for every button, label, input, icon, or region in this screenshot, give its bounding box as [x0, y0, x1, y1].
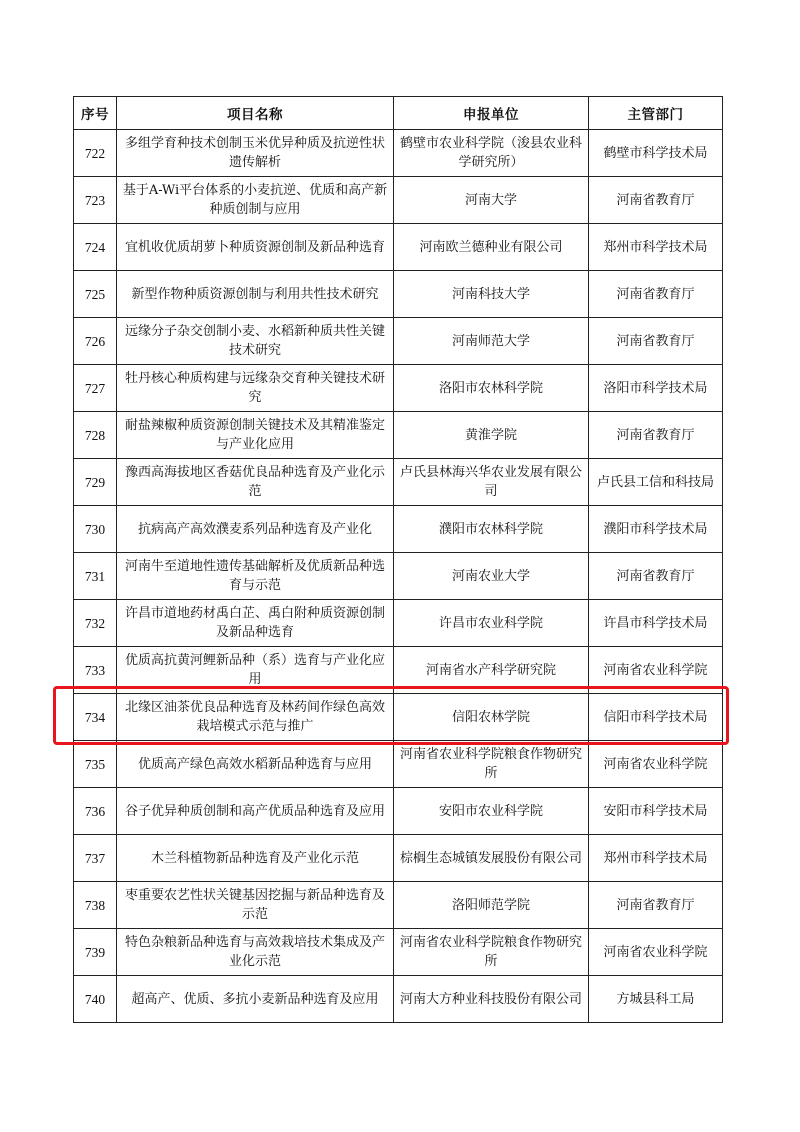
cell-applicant-unit: 河南科技大学 [394, 271, 589, 318]
cell-supervising-dept: 河南省教育厅 [589, 177, 723, 224]
cell-project-name: 新型作物种质资源创制与利用共性技术研究 [117, 271, 394, 318]
cell-serial-no: 723 [74, 177, 117, 224]
cell-serial-no: 726 [74, 318, 117, 365]
cell-supervising-dept: 河南省农业科学院 [589, 647, 723, 694]
cell-serial-no: 731 [74, 553, 117, 600]
cell-supervising-dept: 鹤壁市科学技术局 [589, 130, 723, 177]
cell-supervising-dept: 安阳市科学技术局 [589, 788, 723, 835]
cell-applicant-unit: 河南省水产科学研究院 [394, 647, 589, 694]
cell-supervising-dept: 方城县科工局 [589, 976, 723, 1023]
cell-applicant-unit: 河南省农业科学院粮食作物研究所 [394, 741, 589, 788]
table-row [74, 929, 723, 976]
table-row [74, 600, 723, 647]
cell-applicant-unit: 河南师范大学 [394, 318, 589, 365]
cell-project-name: 超高产、优质、多抗小麦新品种选育及应用 [117, 976, 394, 1023]
table-row [74, 271, 723, 318]
cell-supervising-dept: 卢氏县工信和科技局 [589, 459, 723, 506]
cell-project-name: 北缘区油茶优良品种选育及林药间作绿色高效栽培模式示范与推广 [117, 694, 394, 741]
cell-serial-no: 730 [74, 506, 117, 553]
cell-supervising-dept: 河南省农业科学院 [589, 741, 723, 788]
cell-supervising-dept: 洛阳市科学技术局 [589, 365, 723, 412]
cell-serial-no: 733 [74, 647, 117, 694]
cell-applicant-unit: 濮阳市农林科学院 [394, 506, 589, 553]
table-row [74, 365, 723, 412]
cell-serial-no: 732 [74, 600, 117, 647]
table-row [74, 412, 723, 459]
table-header-row [74, 97, 723, 130]
cell-serial-no: 736 [74, 788, 117, 835]
cell-applicant-unit: 河南省农业科学院粮食作物研究所 [394, 929, 589, 976]
cell-project-name: 木兰科植物新品种选育及产业化示范 [117, 835, 394, 882]
cell-serial-no: 740 [74, 976, 117, 1023]
cell-project-name: 宜机收优质胡萝卜种质资源创制及新品种选育 [117, 224, 394, 271]
cell-project-name: 谷子优异种质创制和高产优质品种选育及应用 [117, 788, 394, 835]
cell-applicant-unit: 鹤壁市农业科学院（浚县农业科学研究所） [394, 130, 589, 177]
cell-supervising-dept: 河南省农业科学院 [589, 929, 723, 976]
cell-project-name: 优质高产绿色高效水稻新品种选育与应用 [117, 741, 394, 788]
cell-project-name: 特色杂粮新品种选育与高效栽培技术集成及产业化示范 [117, 929, 394, 976]
cell-serial-no: 724 [74, 224, 117, 271]
table-row [74, 130, 723, 177]
table-row [74, 788, 723, 835]
cell-serial-no: 737 [74, 835, 117, 882]
cell-applicant-unit: 洛阳市农林科学院 [394, 365, 589, 412]
cell-supervising-dept: 河南省教育厅 [589, 412, 723, 459]
cell-applicant-unit: 洛阳师范学院 [394, 882, 589, 929]
cell-applicant-unit: 河南大学 [394, 177, 589, 224]
cell-serial-no: 739 [74, 929, 117, 976]
table-row [74, 835, 723, 882]
cell-supervising-dept: 河南省教育厅 [589, 882, 723, 929]
cell-project-name: 多组学育种技术创制玉米优异种质及抗逆性状遗传解析 [117, 130, 394, 177]
cell-project-name: 牡丹核心种质构建与远缘杂交育种关键技术研究 [117, 365, 394, 412]
cell-applicant-unit: 河南欧兰德种业有限公司 [394, 224, 589, 271]
cell-supervising-dept: 濮阳市科学技术局 [589, 506, 723, 553]
table-row [74, 882, 723, 929]
cell-applicant-unit: 卢氏县林海兴华农业发展有限公司 [394, 459, 589, 506]
table-row [74, 553, 723, 600]
cell-project-name: 许昌市道地药材禹白芷、禹白附种质资源创制及新品种选育 [117, 600, 394, 647]
cell-serial-no: 725 [74, 271, 117, 318]
header-serial-no: 序号 [74, 97, 117, 130]
cell-project-name: 远缘分子杂交创制小麦、水稻新种质共性关键技术研究 [117, 318, 394, 365]
table-row [74, 459, 723, 506]
table-row [74, 224, 723, 271]
cell-project-name: 抗病高产高效濮麦系列品种选育及产业化 [117, 506, 394, 553]
cell-project-name: 优质高抗黄河鲤新品种（系）选育与产业化应用 [117, 647, 394, 694]
header-project-name: 项目名称 [117, 97, 394, 130]
cell-serial-no: 728 [74, 412, 117, 459]
cell-serial-no: 727 [74, 365, 117, 412]
header-applicant-unit: 申报单位 [394, 97, 589, 130]
cell-applicant-unit: 河南大方种业科技股份有限公司 [394, 976, 589, 1023]
cell-project-name: 基于A-Wi平台体系的小麦抗逆、优质和高产新种质创制与应用 [117, 177, 394, 224]
table-row [74, 318, 723, 365]
cell-applicant-unit: 黄淮学院 [394, 412, 589, 459]
cell-applicant-unit: 信阳农林学院 [394, 694, 589, 741]
cell-applicant-unit: 安阳市农业科学院 [394, 788, 589, 835]
cell-serial-no: 735 [74, 741, 117, 788]
cell-serial-no: 738 [74, 882, 117, 929]
cell-supervising-dept: 河南省教育厅 [589, 553, 723, 600]
cell-serial-no: 722 [74, 130, 117, 177]
cell-supervising-dept: 许昌市科学技术局 [589, 600, 723, 647]
cell-applicant-unit: 许昌市农业科学院 [394, 600, 589, 647]
cell-serial-no: 734 [74, 694, 117, 741]
cell-project-name: 耐盐辣椒种质资源创制关键技术及其精准鉴定与产业化应用 [117, 412, 394, 459]
table-row [74, 647, 723, 694]
table-row [74, 741, 723, 788]
cell-supervising-dept: 河南省教育厅 [589, 271, 723, 318]
cell-project-name: 豫西高海拔地区香菇优良品种选育及产业化示范 [117, 459, 394, 506]
project-table [73, 96, 723, 1023]
cell-supervising-dept: 河南省教育厅 [589, 318, 723, 365]
cell-applicant-unit: 棕榈生态城镇发展股份有限公司 [394, 835, 589, 882]
header-supervising-dept: 主管部门 [589, 97, 723, 130]
table-row-highlighted [74, 694, 723, 741]
table-row [74, 976, 723, 1023]
cell-supervising-dept: 信阳市科学技术局 [589, 694, 723, 741]
cell-supervising-dept: 郑州市科学技术局 [589, 835, 723, 882]
cell-project-name: 枣重要农艺性状关键基因挖掘与新品种选育及示范 [117, 882, 394, 929]
cell-applicant-unit: 河南农业大学 [394, 553, 589, 600]
table-row [74, 177, 723, 224]
cell-project-name: 河南牛至道地性遗传基础解析及优质新品种选育与示范 [117, 553, 394, 600]
cell-supervising-dept: 郑州市科学技术局 [589, 224, 723, 271]
cell-serial-no: 729 [74, 459, 117, 506]
table-row [74, 506, 723, 553]
